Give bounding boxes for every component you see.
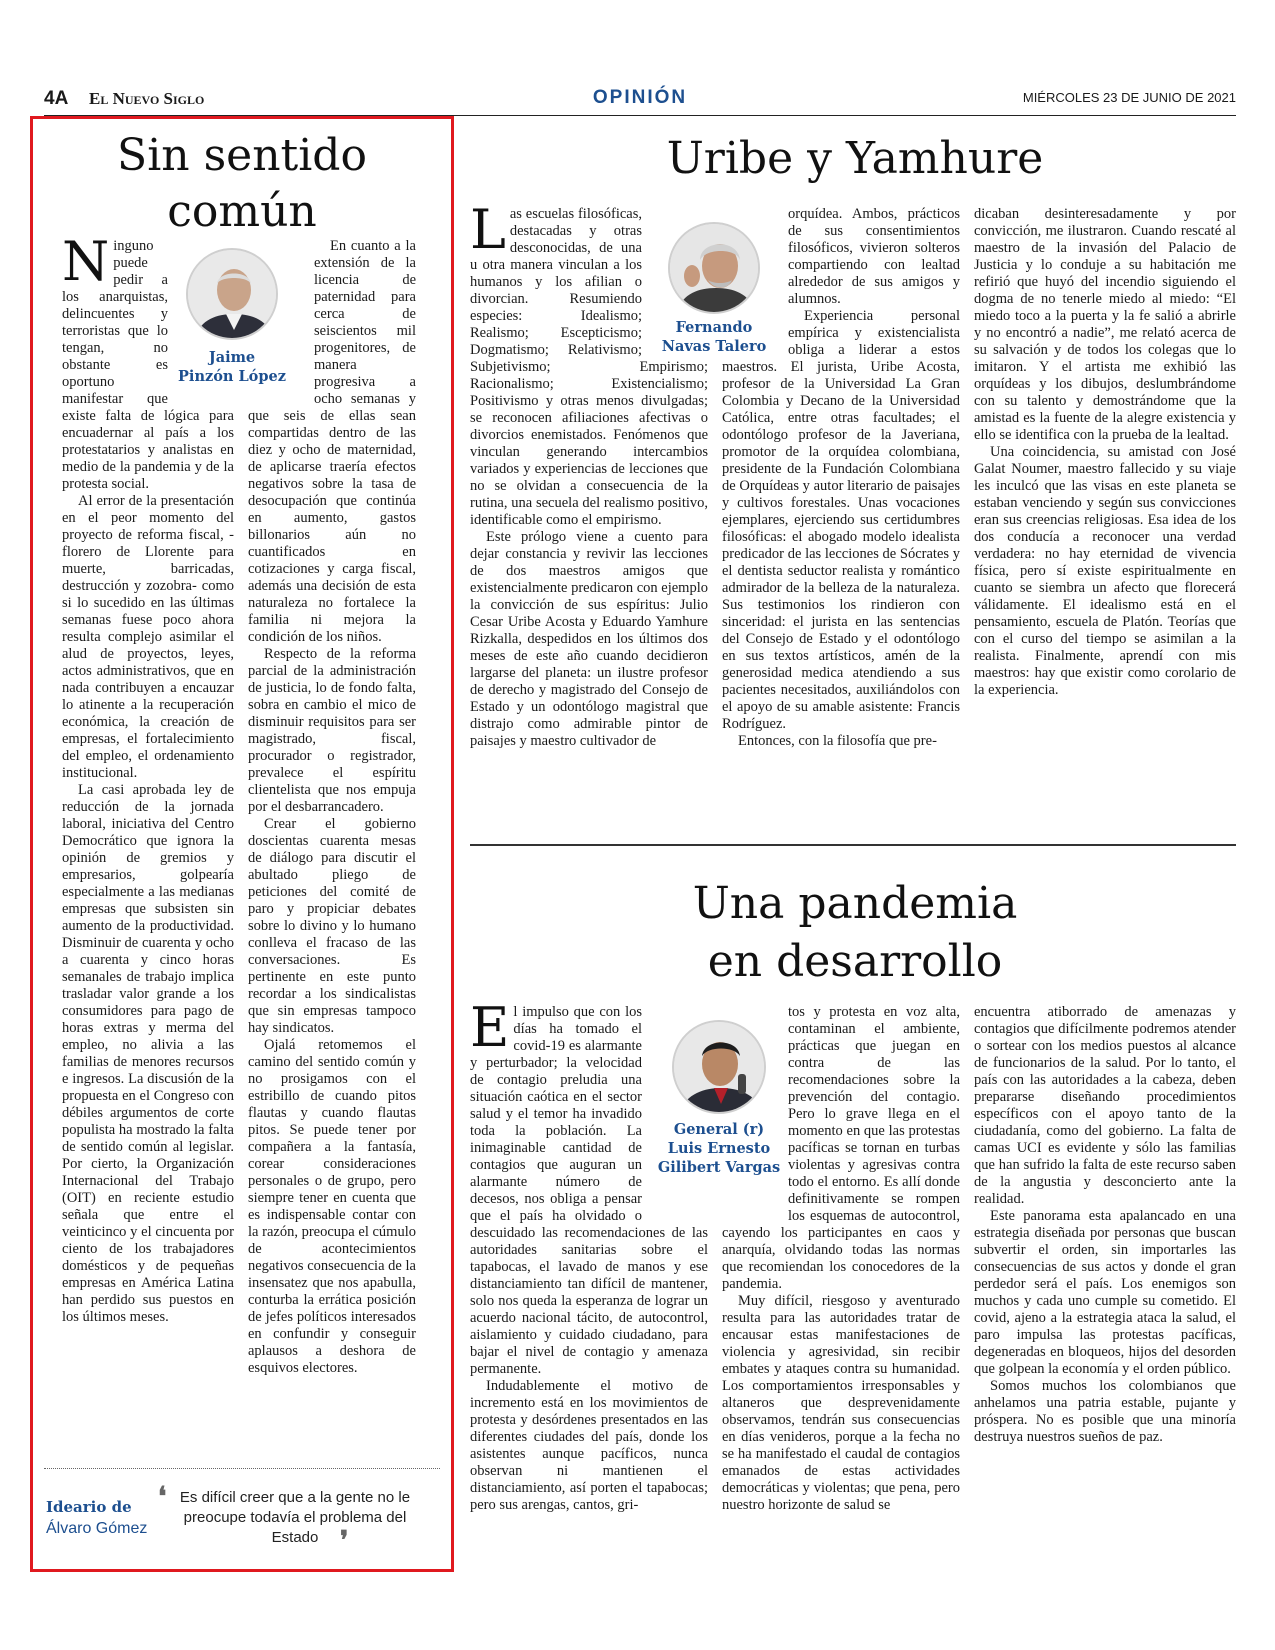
article3-paragraph: El impulso que con los días ha tomado el covid-19 es alarmante y perturbador; la velocidad de contagio preludia una situación caótica en el sector salud y el temor ha invadido toda la población. La inimaginable cantidad de contagios que auguran un alarmante número de decesos, nos obliga a pensar que el país ha olvidado o descuidado las recomendaciones de las autoridades sanitarias sobre el tapabocas, el lavado de manos y ese distanciamiento tan difícil de mantener, solo nos queda la esperanza de lograr un acuerdo nacional tácito, de autocontrol, aislamiento y cuidado ciudadano, para bajar el nivel de contagio y amenaza permanente. bbox=[470, 1004, 708, 1377]
article2-column-1 bbox=[470, 206, 708, 818]
article2-author-last: Navas Talero bbox=[661, 338, 767, 355]
article2-paragraph: dicaban desinteresadamente y por convicción, me ilustraron. Cuando rescaté al maestro de la invasión del Palacio de Justicia y lo conduje a su habitación me refirió que huyó del incendio siguiendo el dogma de no tenerle miedo al miedo: “El miedo toco a la puerta y la fe salió a abrirle y no encontró a nadie”, me relató acerca de su salvación y de todos los colegas que lo imitaron. Y el artista me exhibió las orquídeas y los dibujos, deslumbrándome con su talento y demostrándome que la amistad es la fuente de la alegre existencia y ello se identifica con la prueba de la lealtad. bbox=[974, 206, 1236, 443]
spacer bbox=[650, 1004, 708, 1212]
page-number: 4A bbox=[44, 88, 69, 109]
article2-paragraph: orquídea. Ambos, prácticos de sus consentimientos filosóficos, vivieron solteros compartiendo con lealtad alrededor de sus amigos y alumnos. bbox=[788, 206, 960, 307]
issue-date: MIÉRCOLES 23 DE JUNIO DE 2021 bbox=[1022, 90, 1236, 105]
article3-column-3 bbox=[974, 1004, 1236, 1564]
article2-paragraph: Las escuelas filosóficas, destacadas y otras desconocidas, de una u otra manera vinculan a los humanos y los afilian o divorcian. Resumiendo especies: Idealismo; Realismo; Escepticismo; Dogmatismo; Relativismo; Subjetivismo; Empirismo; Racionalismo; Existencialismo; Positivismo y otras menos divulgadas; se reconocen afiliaciones afectivas o divorcios enemistados. Fenómenos que vinculan generando intercambios variados y experiencias de lecciones que no se olvidan a consecuencia de la rutina, una secuela del realismo positivo, identificable como el empirismo. bbox=[470, 206, 708, 528]
article1-column-2 bbox=[248, 238, 416, 1388]
article1-paragraph: En cuanto a la extensión de la licencia de paternidad para cerca de seiscientos mil progenitores, de manera progresiva a ocho semanas y que seis de ellas sean compartidas dentro de las diez y ocho de maternidad, de aplicarse traería efectos negativos sobre la tasa de desocupación que continúa en aumento, gastos billonarios aún no cuantificados en cotizaciones y carga fiscal, además una decisión de esta naturaleza no fortalece la familia ni mejora la condición de los niños. bbox=[248, 238, 416, 645]
open-quote-icon: ❛ bbox=[158, 1482, 167, 1512]
article1-author-last: Pinzón López bbox=[178, 368, 286, 385]
article1-paragraph: Crear el gobierno doscientas cuarenta mesas de diálogo para discutir el abultado pliego de peticiones del comité de paro y propiciar debates sobre lo divino y lo humano conlleva el fracaso de las conversaciones. Es pertinente en este punto recordar a los sindicalistas que sin empresas tampoco hay sindicatos. bbox=[248, 816, 416, 1036]
article1-paragraph: Respecto de la reforma parcial de la administración de justicia, lo de fondo falta, sobra en cambio el mico de disminuir requisitos para ser magistrado, fiscal, procurador o registrador, prevalece el espíritu clientelista que nos empuja por el desbarrancadero. bbox=[248, 646, 416, 815]
article1-column-1 bbox=[62, 238, 234, 1388]
article2-paragraph: Experiencia personal empírica y existencialista obliga a liderar a estos maestros. El jurista, Uribe Acosta, profesor de la Universidad La Gran Colombia y Decano de la Universidad Católica, entre otras facultades; el odontólogo profesor de la Javeriana, promotor de la orquídea colombiana, presidente de la Fundación Colombiana de Orquídeas y autor literario de paisajes y cultivos forestales. Unas vocaciones ejemplares, ejerciendo sus certidumbres filosóficas: el abogado modelo idealista predicador de las lecciones de Sócrates y el dentista seductor realista y romántico admirador de la belleza de la naturaleza. Sus testimonios los rindieron con sinceridad: el jurista en las sentencias del Consejo de Estado y el odontólogo en sus textos artísticos, amén de la generosidad medica atendiendo a sus pacientes necesitados, auxiliándolos con el apoyo de su amable asistente: Francis Rodríguez. bbox=[722, 308, 960, 732]
article1-paragraph: Ninguno puede pedir a los anarquistas, delincuentes y terroristas que lo tengan, no obstante es oportuno manifestar que existe falta de lógica para encuadernar al país a los protestatarios y analistas en medio de la pandemia y de la protesta social. bbox=[62, 238, 234, 492]
article3-author-first: General (r) bbox=[673, 1121, 765, 1138]
article2-column-2 bbox=[722, 206, 960, 818]
section-divider bbox=[470, 844, 1236, 846]
ideario-label: Ideario de bbox=[46, 1498, 132, 1516]
article3-author-last: Gilibert Vargas bbox=[657, 1159, 781, 1176]
article1-author-first: Jaime bbox=[208, 349, 256, 366]
article3-paragraph: Somos muchos los colombianos que anhelamos una patria estable, pujante y próspera. No es posible que una minoría destruya nuestros sueños de paz. bbox=[974, 1378, 1236, 1445]
article3-headline-text: Una pandemia en desarrollo bbox=[692, 878, 1018, 987]
article3-headline bbox=[470, 875, 1240, 991]
section-title: OPINIÓN bbox=[592, 87, 688, 108]
article3-author-mid: Luis Ernesto bbox=[667, 1140, 771, 1157]
article3-column-1 bbox=[470, 1004, 708, 1564]
article1-paragraph: Al error de la presentación en el peor momento del proyecto de reforma fiscal, -florero de Llorente para muerte, barricadas, destrucción y zozobra- como si lo sucedido en las últimas semanas fuese poco ahora resulta complejo asimilar el alud de proyectos, leyes, actos administrativos, que en nada contribuyen a encauzar lo atinente a la recuperación económica, la creación de empresas, el fortalecimiento del empleo, el ordenamiento institucional. bbox=[62, 493, 234, 781]
spacer bbox=[176, 238, 234, 398]
dropcap: N bbox=[62, 238, 110, 293]
page-header bbox=[44, 86, 1236, 116]
ideario-divider bbox=[44, 1468, 440, 1469]
article3-paragraph: Indudablemente el motivo de incremento está en los movimientos de protesta y desórdenes presentados en las diferentes ciudades del país, donde los asistentes aunque pacíficos, nunca observan ni mantienen el distanciamiento, así porten el tapabocas; pero sus arengas, cantos, gri- bbox=[470, 1378, 708, 1513]
article2-headline: Uribe y Yamhure bbox=[666, 133, 1044, 184]
article1-paragraph: Ojalá retomemos el camino del sentido común y no prosigamos con el estribillo de cuando pitos flautas y cuando flautas pitos. Se puede tener por compañera a la fantasía, corear consideraciones personales o de grupo, pero siempre tener en cuenta que es indispensable contar con la razón, preocupa el cúmulo de acontecimientos negativos consecuencia de la insensatez que nos apabulla, conturba la errática posición de jefes políticos interesados en confundir y conseguir aplausos a deshora de esquivos electores. bbox=[248, 1037, 416, 1376]
article2-paragraph: Una coincidencia, su amistad con José Galat Noumer, maestro fallecido y su viaje les inculcó que las visas en este planeta se estaban venciendo y según sus convicciones eran sus creencias religiosas. Esa idea de los dos conducía a reconocer una verdad verdadera: no hay eternidad de vivencia física, pero sí existe espiritualmente en cuanto se siembra un afecto que florecerá válidamente. El idealismo está en el pensamiento, escuela de Platón. Teorías que con el curso del tiempo se asimilan a la realista. Finalmente, aprendí con mis maestros: hay que existir como corolario de la experiencia. bbox=[974, 444, 1236, 698]
ideario-quote: Es difícil creer que a la gente no le preocupe todavía el problema del Estado bbox=[179, 1489, 411, 1546]
spacer bbox=[650, 206, 708, 348]
dropcap: E bbox=[470, 1004, 510, 1059]
article3-paragraph: tos y protesta en voz alta, contaminan el ambiente, prácticas que juegan en contra de las recomendaciones sobre la prevención del contagio. Pero lo grave llega en el momento en que las protestas pacíficas se tornan en turbas violentas y agresivas contra todo el entorno. Es allí donde definitivamente se rompen los esquemas de autocontrol, cayendo los participantes en caos y anarquía, olvidando todas las normas que recomiendan los conocedores de la pandemia. bbox=[722, 1004, 960, 1292]
spacer bbox=[722, 1004, 780, 1218]
article3-paragraph: Muy difícil, riesgoso y aventurado resulta para las autoridades tratar de encausar estas manifestaciones de violencia y agresividad, sin recibir embates y ataques contra su humanidad. Los comportamientos irresponsables y altaneros que desprevenidamente observamos, tendrán sus consecuencias en días venideros, porque a la fecha no se ha manifestado el caudal de contagios emanados de estas actividades democráticas y violentas; que pena, pero nuestro horizonte de salud se bbox=[722, 1293, 960, 1513]
article2-paragraph: Entonces, con la filosofía que pre- bbox=[738, 733, 937, 749]
article2-author-first: Fernando bbox=[675, 319, 753, 336]
article3-paragraph: encuentra atiborrado de amenazas y contagios que difícilmente podremos atender o sortear con los medios puestos al alcance de funcionarios de la salud. Por lo tanto, el país con las autoridades a la cabeza, deben prepararse diseñando procedimientos específicos con el apoyo tanto de la ciudadanía, como del gobierno. La falta de camas UCI es evidente y sólo las familias que han sufrido la falta de este recurso saben de la angustia y desconcierto ante la realidad. bbox=[974, 1004, 1236, 1207]
article1-paragraph: La casi aprobada ley de reducción de la jornada laboral, iniciativa del Centro Democrático que ignora la opinión de gremios y empresarios, golpearía especialmente a las medianas empresas que subsisten sin aumento de la productividad. Disminuir de cuarenta y ocho a cuarenta y cinco horas semanales de trabajo implica trasladar valor grande a los consumidores para pago de horas extras y merma del empleo, no alivia a las familias de menores recursos e ingresos. La discusión de la propuesta en el Congreso con débiles argumentos de corte populista ha mostrado la falta de sentido común al legislar. Por cierto, la Organización Internacional del Trabajo (OIT) en reciente estudio señala que entre el veinticinco y el cincuenta por ciento de los trabajadores domésticos y de pequeñas empresas en América Latina han perdido sus puestos en los últimos meses. bbox=[62, 782, 234, 1325]
article3-column-2 bbox=[722, 1004, 960, 1564]
article2-paragraph: Este prólogo viene a cuento para dejar constancia y revivir las lecciones de dos maestros amigos que existencialmente predicaron con ejemplo la convicción de sus espíritus: Julio Cesar Uribe Acosta y Eduardo Yamhure Rizkalla, despedidos en los últimos dos meses de este año cuando decidieron largarse del planeta: un ilustre profesor de derecho y magistrado del Consejo de Estado y un odontólogo magistral que distrajo como admirable pintor de paisajes y maestro cultivador de bbox=[470, 529, 708, 749]
spacer bbox=[722, 206, 780, 348]
close-quote-icon: ❜ bbox=[340, 1526, 349, 1556]
spacer bbox=[248, 238, 306, 398]
ideario-name: Álvaro Gómez bbox=[46, 1520, 148, 1537]
newspaper-logo: El Nuevo Siglo bbox=[89, 89, 205, 108]
article2-column-3 bbox=[974, 206, 1236, 818]
dropcap: L bbox=[470, 206, 506, 261]
article3-paragraph: Este panorama esta apalancado en una estrategia diseñada por personas que buscan subvertir el orden, sin importarles las consecuencias de sus actos y donde el gran perdedor será el país. Los enemigos son muchos y cada uno cumple su cometido. El covid, ajeno a la estrategia ataca la salud, el paro impulsa las protestas pacíficas, degeneradas en bloqueos, hijos del desorden que golpean la economía y el orden público. bbox=[974, 1208, 1236, 1377]
article1-headline: Sin sentido común bbox=[117, 130, 367, 237]
